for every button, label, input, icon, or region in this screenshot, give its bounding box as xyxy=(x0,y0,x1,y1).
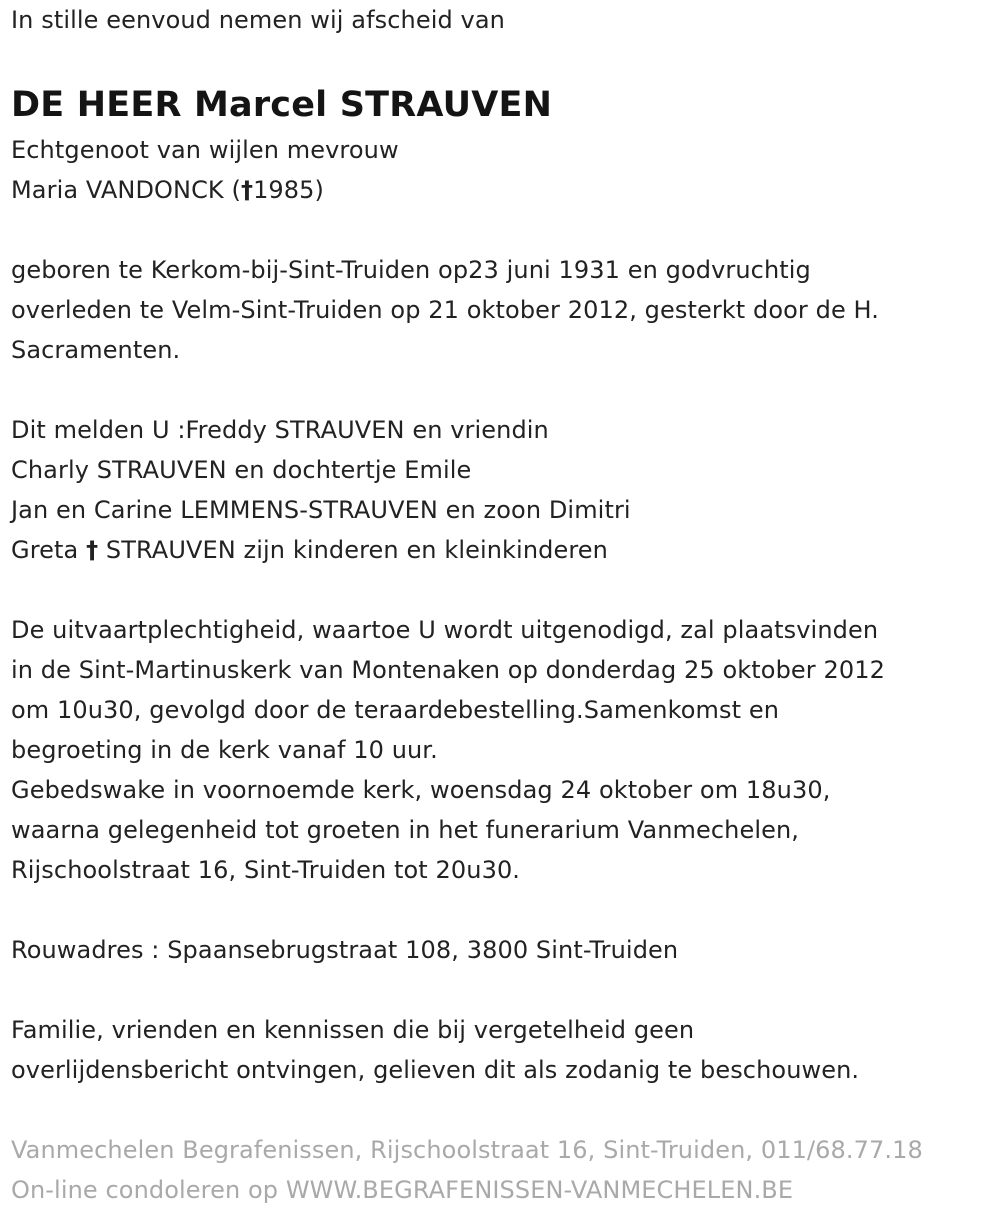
obituary-notice xyxy=(11,0,996,1210)
cross-icon: † xyxy=(240,176,254,204)
ceremony-line-7: Rijschoolstraat 16, Sint-Truiden tot 20u30. xyxy=(11,856,521,884)
spacer xyxy=(11,210,996,250)
ceremony-line-3: om 10u30, gevolgd door de teraardebestelling.Samenkomst en xyxy=(11,696,779,724)
family-line-2: Charly STRAUVEN en dochtertje Emile xyxy=(11,456,472,484)
intro-text: In stille eenvoud nemen wij afscheid van xyxy=(11,6,505,34)
spacer xyxy=(11,570,996,610)
spacer xyxy=(11,970,996,1010)
ceremony-line-6: waarna gelegenheid tot groeten in het funerarium Vanmechelen, xyxy=(11,816,800,844)
spouse-death-year: 1985) xyxy=(253,176,325,204)
mourning-address: Rouwadres : Spaansebrugstraat 108, 3800 Sint-Truiden xyxy=(11,936,679,964)
funeral-home-info: Vanmechelen Begrafenissen, Rijschoolstraat 16, Sint-Truiden, 011/68.77.18 xyxy=(11,1136,923,1164)
ceremony-line-4: begroeting in de kerk vanaf 10 uur. xyxy=(11,736,438,764)
spacer xyxy=(11,370,996,410)
notice-line-1: Familie, vrienden en kennissen die bij vergetelheid geen xyxy=(11,1016,695,1044)
spacer xyxy=(11,890,996,930)
ceremony-line-1: De uitvaartplechtigheid, waartoe U wordt uitgenodigd, zal plaatsvinden xyxy=(11,616,879,644)
family-line-1: Dit melden U :Freddy STRAUVEN en vriendin xyxy=(11,416,549,444)
family-line-4 xyxy=(11,530,996,570)
birth-death-line-3: Sacramenten. xyxy=(11,336,181,364)
family-member-greta: Greta xyxy=(11,536,87,564)
spouse-name: Maria VANDONCK ( xyxy=(11,176,241,204)
birth-death-line-1: geboren te Kerkom-bij-Sint-Truiden op23 juni 1931 en godvruchtig xyxy=(11,256,811,284)
ceremony-line-2: in de Sint-Martinuskerk van Montenaken op donderdag 25 oktober 2012 xyxy=(11,656,885,684)
deceased-name: DE HEER Marcel STRAUVEN xyxy=(11,85,553,125)
birth-death-line-2: overleden te Velm-Sint-Truiden op 21 oktober 2012, gesterkt door de H. xyxy=(11,296,880,324)
ceremony-line-5: Gebedswake in voornoemde kerk, woensdag 24 oktober om 18u30, xyxy=(11,776,831,804)
footer xyxy=(11,1130,996,1210)
online-condolence-link[interactable]: On-line condoleren op WWW.BEGRAFENISSEN-VANMECHELEN.BE xyxy=(11,1176,794,1204)
family-line-3: Jan en Carine LEMMENS-STRAUVEN en zoon Dimitri xyxy=(11,496,631,524)
notice-line-2: overlijdensbericht ontvingen, gelieven dit als zodanig te beschouwen. xyxy=(11,1056,860,1084)
family-line-4-rest: STRAUVEN zijn kinderen en kleinkinderen xyxy=(98,536,608,564)
spacer xyxy=(11,1090,996,1130)
spacer xyxy=(11,40,996,80)
spouse-line-1: Echtgenoot van wijlen mevrouw xyxy=(11,136,399,164)
spouse-line-2 xyxy=(11,170,996,210)
cross-icon: † xyxy=(86,536,99,564)
